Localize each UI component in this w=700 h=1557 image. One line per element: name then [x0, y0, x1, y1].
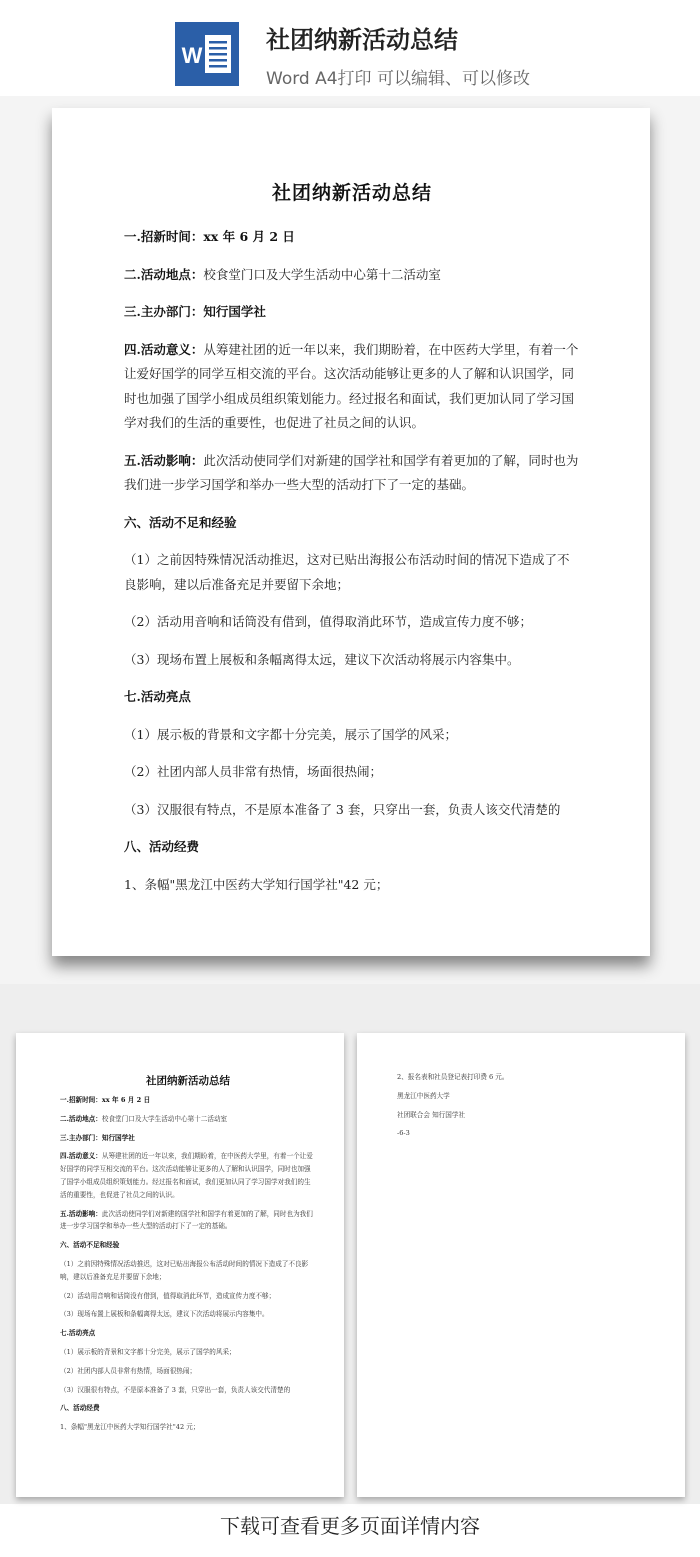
document-title: 社团纳新活动总结 [271, 182, 432, 204]
thumb-cost-heading: 八、活动经费 [60, 1404, 100, 1413]
org-line: 三.主办部门：知行国学社 [124, 304, 266, 319]
thumb-shortcoming-item: （1）之前因特殊情况活动推迟，这对已贴出海报公布活动时间的情况下造成了不良影响，建以后准备充足并要留下余地； [60, 1259, 309, 1281]
thumb-highlight-heading: 七.活动亮点 [60, 1329, 96, 1338]
thumb-signature: 社团联合会 知行国学社 [397, 1110, 466, 1119]
shortcoming-item: （2）活动用音响和话筒没有借到，值得取消此环节，造成宣传力度不够； [124, 614, 532, 629]
thumb-place-line: 二.活动地点：校食堂门口及大学生活动中心第十二活动室 [60, 1114, 228, 1123]
highlight-item: （1）展示板的背景和文字都十分完美，展示了国学的风采； [124, 726, 457, 742]
place-line: 二.活动地点：校食堂门口及大学生活动中心第十二活动室 [124, 266, 441, 282]
thumb-shortcoming-item: （2）活动用音响和话筒没有借到，值得取消此环节，造成宣传力度不够； [60, 1291, 276, 1300]
page-title: 社团纳新活动总结 [266, 26, 458, 54]
shortcoming-item: （1）之前因特殊情况活动推迟，这对已贴出海报公布活动时间的情况下造成了不良影响，建以后准备充足并要留下余地； [124, 552, 570, 592]
thumb-highlight-item: （1）展示板的背景和文字都十分完美，展示了国学的风采； [60, 1347, 236, 1356]
page-thumbnail-1[interactable] [16, 1033, 344, 1497]
meaning-paragraph: 四.活动意义：从筹建社团的近一年以来，我们期盼着，在中医药大学里，有着一个让爱好国学的同学互相交流的平台。这次活动能够让更多的人了解和认识国学，同时也加强了国学小组成员组织策划能力。经过报名和面试，我们更加认同了学习国学对我们的生活的重要性，也促进了社员之间的认识。 [124, 341, 579, 430]
thumb-cost-item-2: 2、报名表和社员登记表打印费 6 元。 [397, 1073, 509, 1081]
header [0, 0, 700, 100]
impact-paragraph: 五.活动影响：此次活动使同学们对新建的国学社和国学有着更加的了解，同时也为我们进一步学习国学和举办一些大型的活动打下了一定的基础。 [124, 452, 579, 492]
thumb-cost-item: 1、条幅"黑龙江中医药大学知行国学社"42 元； [60, 1423, 200, 1432]
thumb-org-line: 三.主办部门：知行国学社 [60, 1133, 135, 1142]
thumb-title: 社团纳新活动总结 [146, 1075, 230, 1087]
shortcoming-item: （3）现场布置上展板和条幅离得太远，建议下次活动将展示内容集中。 [124, 651, 520, 667]
document-page-preview [52, 108, 650, 956]
page-thumbnail-2[interactable] [357, 1033, 685, 1497]
word-icon-letter: W [181, 43, 203, 68]
thumb-university: 黑龙江中医药大学 [397, 1091, 450, 1100]
download-more-link[interactable]: 下载可查看更多页面详情内容 [220, 1514, 480, 1538]
shortcoming-heading: 六、活动不足和经验 [124, 514, 237, 530]
time-line: 一.招新时间：xx 年 6 月 2 日 [124, 229, 295, 244]
highlight-heading: 七.活动亮点 [124, 689, 191, 704]
thumb-date: -6-3 [397, 1129, 410, 1138]
thumb-time-line: 一.招新时间：xx 年 6 月 2 日 [60, 1096, 151, 1104]
thumb-meaning: 四.活动意义：从筹建社团的近一年以来，我们期盼着，在中医药大学里，有着一个让爱好国学的同学互相交流的平台。这次活动能够让更多的人了解和认识国学，同时也加强了国学小组成员组织策划能力。经过报名和面试，我们更加认同了学习国学对我们的生活的重要性，也促进了社员之间的认识。 [60, 1152, 313, 1199]
page-subtitle: Word A4打印 可以编辑、可以修改 [266, 69, 530, 89]
thumb-highlight-item: （2）社团内部人员非常有热情，场面很热闹； [60, 1366, 197, 1375]
cost-heading: 八、活动经费 [124, 839, 200, 854]
thumb-shortcoming-item: （3）现场布置上展板和条幅离得太远，建议下次活动将展示内容集中。 [60, 1310, 269, 1319]
thumb-impact: 五.活动影响：此次活动使同学们对新建的国学社和国学有着更加的了解，同时也为我们进一步学习国学和举办一些大型的活动打下了一定的基础。 [60, 1209, 313, 1231]
word-document-icon [175, 22, 239, 86]
highlight-item: （2）社团内部人员非常有热情，场面很热闹； [124, 764, 382, 779]
thumb-highlight-item: （3）汉服很有特点，不是原本准备了 3 套，只穿出一套，负责人该交代清楚的 [60, 1385, 291, 1394]
thumb-shortcoming-heading: 六、活动不足和经验 [60, 1241, 120, 1250]
highlight-item: （3）汉服很有特点，不是原本准备了 3 套，只穿出一套，负责人该交代清楚的 [124, 801, 561, 817]
cost-item: 1、条幅"黑龙江中医药大学知行国学社"42 元； [124, 876, 389, 892]
